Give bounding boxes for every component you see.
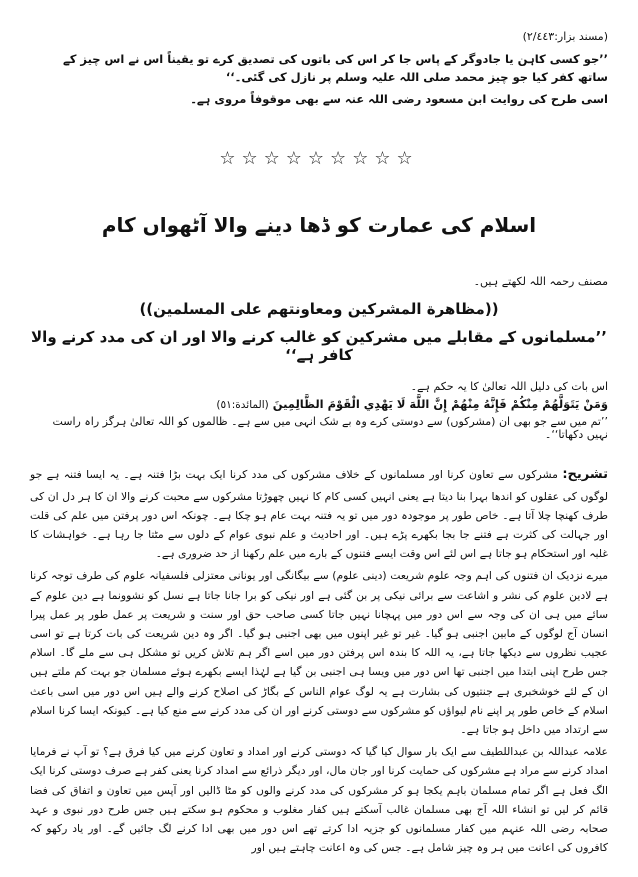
explanation-text-1: مشرکوں سے تعاون کرنا اور مسلمانوں کے خلاف مشرکوں کی مدد کرنا ایک بہت بڑا فتنہ ہے۔ یہ ایسا فتنہ ہے جو لوگوں کی عقلوں کو اندھا بہرا بنا دیتا ہے یعنی انہیں کسی کام کا نہیں چھوڑتا مشرکوں سے محبت کرنے والا ان کا ہر دل ان کی طرف کھنچا چلا آتا ہے۔ خاص طور پر موجودہ دور میں تو یہ فتنہ بہت عام ہو چکا ہے۔ چونکہ اس دور پرفتن میں علم کی قلت اور جہالت کی کثرت ہے فتنے جا بجا بکھرے پڑے ہیں۔ اور احادیث و علم نبوی عوام کے دلوں سے مٹتا جا رہا ہے۔ خواہشات کا غلبہ اور استحکام ہو جاتا ہے اس لئے اس وقت ایسے فتنوں کے بارے میں علم رکھنا از حد ضروری ہے۔ [30,468,608,561]
explanation-section [30,463,608,857]
explanation-paragraph-1 [30,463,608,563]
hadith-text: ’’جو کسی کاہن یا جادوگر کے پاس جا کر اس کی باتوں کی تصدیق کرے تو یقیناً اس نے اس چیز کے ساتھ کفر کیا جو چیز محمد صلی اللہ علیہ وسلم پر نازل کی گئی۔‘‘ [62,52,608,84]
evidence-intro: اس بات کی دلیل اللہ تعالیٰ کا یہ حکم ہے۔ [410,380,608,394]
quran-citation: (المائدة:٥١) [216,399,269,412]
star-divider: ☆☆☆☆☆☆☆☆☆ [219,148,419,170]
explanation-paragraph-3: علامہ عبداللہ بن عبداللطیف سے ایک بار سوال کیا گیا کہ دوستی کرنے اور امداد و تعاون کرنے میں کیا فرق ہے؟ تو آپ نے فرمایا امداد کرنے سے مراد ہے مشرکوں کی حمایت کرنا اور جان مال، اور دیگر ذرائع سے امداد کرنا یعنی کفر ہے صرف دوستی کرنا ایک الگ فعل ہے اگر تمام مسلمان باہم یکجا ہو کر مشرکوں کی مدد کرنے والوں کو مٹا ڈالیں اور آپس میں تعاون و اتفاق کی فضا قائم کر لیں تو انشاء اللہ آج بھی مسلمان غالب آسکتے ہیں کفار مغلوب و محکوم ہو سکتے ہیں جس طرح دور نبوی و عہد صحابہ رضی اللہ عنہم میں کفار مسلمانوں کو جزیہ ادا کرتے تھے اس دور میں بھی ادا کرنے لگ جائیں گے۔ اور یاد رکھو کہ کافروں کی اعانت میں ہر وہ چیز شامل ہے۔ جس کی وہ اعانت چاہتے ہیں اور [30,745,608,855]
explanation-paragraph-2: میرے نزدیک ان فتنوں کی اہم وجہ علوم شریعت (دینی علوم) سے بیگانگی اور یونانی معتزلی فلسفیانہ علوم کی طرف توجہ کرنا ہے لادین علوم کی نشر و اشاعت سے برائی نیکی پر بن گئی ہے اور نیکی کو برا جانا جاتا ہے نسل کو نشوونما ہے دین علوم کے سائے میں ہی ان کی وجہ سے اس دور میں پہچانا نہیں جاتا کسی صاحب حق اور سنت و شریعت پر عمل طور پر عمل پیرا انسان آج لوگوں کے مابین اجنبی ہو گیا۔ غیر تو غیر اپنوں میں بھی اجنبی ہو گیا۔ اگر وہ دین شریعت کی بات کرتا ہے تو اسی عجیب نظروں سے دیکھا جاتا ہے، یہ اللہ کا بندہ اس پرفتن دور میں اسے اگر ہم تلاش کریں تو مشکل ہی سے ملے گا۔ اسلام جس طرح اپنی ابتدا میں اجنبی تھا اس دور میں ویسا ہی اجنبی بن گیا ہے لہٰذا ایسے بکھرے ہوئے مسلمان جو بہت کم ملتے ہیں ان کے لئے خوشخبری ہے جنتیوں کی بشارت ہے یہ لوگ عوام الناس کے بگاڑ کی اصلاح کرنے والے ہیں اس دور میں اسی باعث اسلام کے خاص طور پر اپنے نام لیواؤں کو مشرکوں سے دوستی کرنے اور ان کی مدد کرنے سے منع کیا ہے۔ کیونکہ ایسا کرنا اسلام سے ارتداد میں داخل ہو جاتا ہے۔ [30,569,608,736]
urdu-heading: ’’مسلمانوں کے مقابلے میں مشرکین کو غالب کرنے والا اور ان کی مدد کرنے والا کافر ہے‘‘ [31,328,607,365]
arabic-heading: ((مظاهرة المشركين ومعاونتهم على المسلمين)) [139,300,499,319]
hadith-block [30,51,608,108]
quran-verse-line [30,397,608,411]
quran-translation: ’’تم میں سے جو بھی ان (مشرکوں) سے دوستی کرے وہ بے شک انہی میں سے ہے۔ ظالموں کو اللہ تعالیٰ ہرگز راہ راست نہیں دکھاتا‘‘۔ [52,415,608,442]
hadith-narration-note: اسی طرح کی روایت ابن مسعود رضی اللہ عنہ سے بھی موقوفاً مروی ہے۔ [190,91,608,106]
quran-verse: وَمَنْ يَتَوَلَّهُمْ مِنْكُمْ فَإِنَّهُ مِنْهُمْ إِنَّ اللَّهَ لَا يَهْدِي الْقَوْمَ الظَّالِمِينَ [272,397,608,412]
hadith-reference: (مسند بزار:۲/٤٤۳) [522,30,608,43]
chapter-title: اسلام کی عمارت کو ڈھا دینے والا آٹھواں کام [101,213,537,238]
explanation-label: تشریح: [562,467,608,483]
author-note: مصنف رحمہ اللہ لکھتے ہیں۔ [473,275,608,289]
